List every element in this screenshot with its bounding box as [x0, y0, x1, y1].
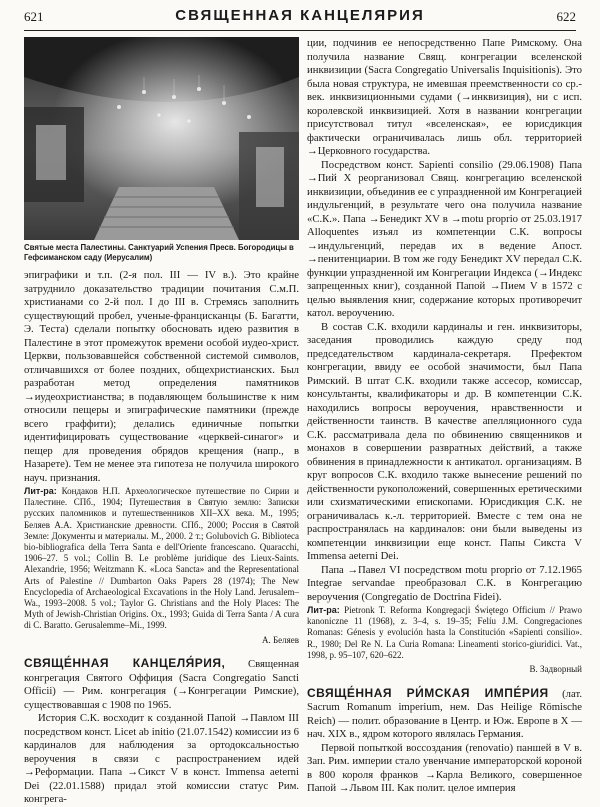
- entry: [307, 687, 582, 742]
- literature-label: Лит-ра:: [307, 605, 340, 615]
- literature-block: [307, 605, 582, 661]
- literature-text: Pietronk T. Reforma Kongregacji Świętego Officium // Prawo kanoniczne 11 (1968), z. 3–4, s. 19–35; Felíu J.M. Congregaciones Romanas: Génesis y evolución hasta la Constitución «Sapienti consilio». R., 1980; Del Re N. La Curia Romana: Lineamenti storico-giuridici. Vat., 1998, p. 95–107, 620–622.: [307, 605, 583, 660]
- entry-definition: Священная конгрегация Святого Оффиция (Sacra Congregatio Sancti Officii) — Рим. конгрегация (→Конгрегации Римские), существовавшая с 1908 по 1965.: [24, 658, 299, 711]
- paragraph: эпиграфики и т.п. (2-я пол. III — IV в.). Это крайне затруднило доказательство традиции почитания С.м.П. христианами со 2-й пол. I до III в. Стремясь заполнить существующий пробел, ученые-францисканцы (Б. Багатти, Э. Теста) сделали попытку обосновать идею развития в Палестине в этот промежуток времени особой иудео-христ. Церкви, пользовавшейся собственной системой символов, отличавшихся от более поздних, общехристианских. Был разработан метод определения памятников →иудеохристианства; в подавляющем большинстве к ним относили пещеры и эпиграфические памятники (прежде всего граффити); делались единичные попытки идентифицировать существование «церквей-синагог» и пещер для проведения обрядов крещения (напр., в Назарете). Тем не менее эта гипотеза не получила широкого науч. признания.: [24, 269, 299, 484]
- gethsemane-photo: [24, 37, 299, 240]
- entry-definition: (лат. Sacrum Romanum imperium, нем. Das Heilige Römische Reich) — полит. образование в Центр. и Юж. Европе в X — нач. XIX в., ядром которого являлась Германия.: [307, 687, 583, 741]
- paragraph: Первой попыткой воссоздания (renovatio) паншей в V в. Зап. Рим. империи стало увенчание императорской короной в 800 короля франков →Карла Великого, совершенное Папой →Львом III. Как полит. целое империя: [307, 741, 582, 795]
- literature-block: [24, 486, 299, 632]
- caption-text: Святые места Палестины. Санктуарий Успения Пресв. Богородицы в Гефсиманском саду (Иерусалим): [24, 243, 294, 262]
- entry-headword: СВЯЩЕ́ННАЯ КАНЦЕЛЯ́РИЯ,: [24, 656, 226, 671]
- running-title: СВЯЩЕННАЯ КАНЦЕЛЯРИЯ: [175, 7, 425, 24]
- entry: [24, 657, 299, 712]
- left-column: [24, 37, 299, 807]
- article-author: А. Беляев: [261, 634, 299, 645]
- paragraph: Папа →Павел VI посредством motu proprio от 7.12.1965 Integrae servandae преобразовал С.К. в Конгрегацию вероучения (Congregatio de Doctrina Fidei).: [307, 563, 582, 603]
- paragraph: В состав С.К. входили кардиналы и ген. инквизиторы, заседания проводились каждую среду под председательством кардинала-секретаря. Префектом конгрегации, ввиду ее особой значимости, был Папа Римский. В штат С.К. входили также ассесор, комиссар, консультанты, квалификаторы и др. В компетенции С.К. находились вопросы вероучения, нравственности и действенности таинств. В качестве апелляционного суда С.К. рассматривала дела по обвинению священников и монахов в совершении развратных действий, а также обвинения в принадлежности к антикатол. организациям. В круг вопросов С.К. входило также вынесение решений по действенности рукоположений, совершенных еретическими или схизматическими епископами. Юрисдикция С.К. не ограничивалась к.-л. территорией. Вместе с тем она не распространялась на кардиналов: они были выведены из компетенции инквизиции еще конст. Папы Сикста V Immensa aeterni Dei.: [307, 320, 582, 562]
- header-rule: [24, 30, 576, 31]
- right-column: [307, 37, 582, 796]
- entry-headword: СВЯЩЕ́ННАЯ РИ́МСКАЯ ИМПЕ́РИЯ: [307, 685, 549, 700]
- paragraph: История С.К. восходит к созданной Папой →Павлом III посредством конст. Licet ab initio (21.07.1542) комиссии из 6 кардиналов для наблюдения за ортодоксальностью вероучения в связи с распространением идей →Реформации. Папа →Сикст V в конст. Immensa aeterni Dei (22.01.1588) придал этой комиссии статус Рим. конгрега-: [24, 712, 299, 806]
- paragraph: ции, подчинив ее непосредственно Папе Римскому. Она получила название Свящ. конгрегации вселенской инквизиции (Sacra Congregatio Universalis Inquisitionis). Это была новая структура, не имевшая преемственности со ср.-век. инквизиционными судами (→инквизиция), ни с исп. королевской инквизицией. Хотя в названии конгрегации присутствовал титул «вселенская», ее юрисдикция фактически ограничивалась лишь обл. территорией →Церковного государства.: [307, 37, 582, 157]
- page-number-right: 622: [556, 9, 576, 24]
- paragraph: Посредством конст. Sapienti consilio (29.06.1908) Папа →Пий X реорганизовал Свящ. конгрегацию вселенской инквизиции, объединив ее с упраздненной им Конгрегацией индульгенций, в результате чего она получила название «С.К.». Папа →Бенедикт XV в →motu proprio от 25.03.1917 Alloquentes изъял из компетенции С.К. вопросы →индульгенций, передав их в ведение Апост. →пенитенциарии. В том же году Бенедикт XV передал С.К. функции упраздненной им Конгрегации Индекса (→Индекс запрещенных книг), созданной Папой →Пием V в 1572 с целью выявления книг, содержание которых противоречит катол. вероучению.: [307, 158, 582, 319]
- page-number-left: 621: [24, 9, 44, 24]
- sanctuary-image: [24, 37, 299, 240]
- literature-text: Кондаков Н.П. Археологическое путешествие по Сирии и Палестине. СПб., 1904; Путешествия в Святую землю: Записки русских паломников и путешественников XII–XX века. М., 1995; Беляев А.А. Христианские древности. СПб., 2000; Россия в Святой Земле: Документы и материалы. М., 2000. 2 т.; Golubovich G. Biblioteca bio-bibliografica della Terra Santa e dell'Oriente francescano. Quaracchi, 1906–27. 5 vol.; Collin B. Le problème juridique des Lieux-Saints. Alexandrie, 1956; Weitzmann K. «Loca Sancta» and the Representational Arts of Palestine // Dumbarton Oaks Papers 28 (1974); The New Encyclopedia of Archaeological Excavations in the Holy Land. Jerusalem–Wa., 1993–2008. 5 vol.; Taylor G. Christians and the Holy Places: The Myth of Jewish-Christian Origins. Ox., 1993; Guida di Terra Santa / A cura di C. Baratto. Gerusalemme–Mi., 1999.: [24, 486, 299, 631]
- literature-label: Лит-ра:: [24, 486, 57, 496]
- running-header: [24, 6, 576, 32]
- photo-caption: [24, 243, 299, 263]
- article-author: В. Задворный: [529, 664, 582, 675]
